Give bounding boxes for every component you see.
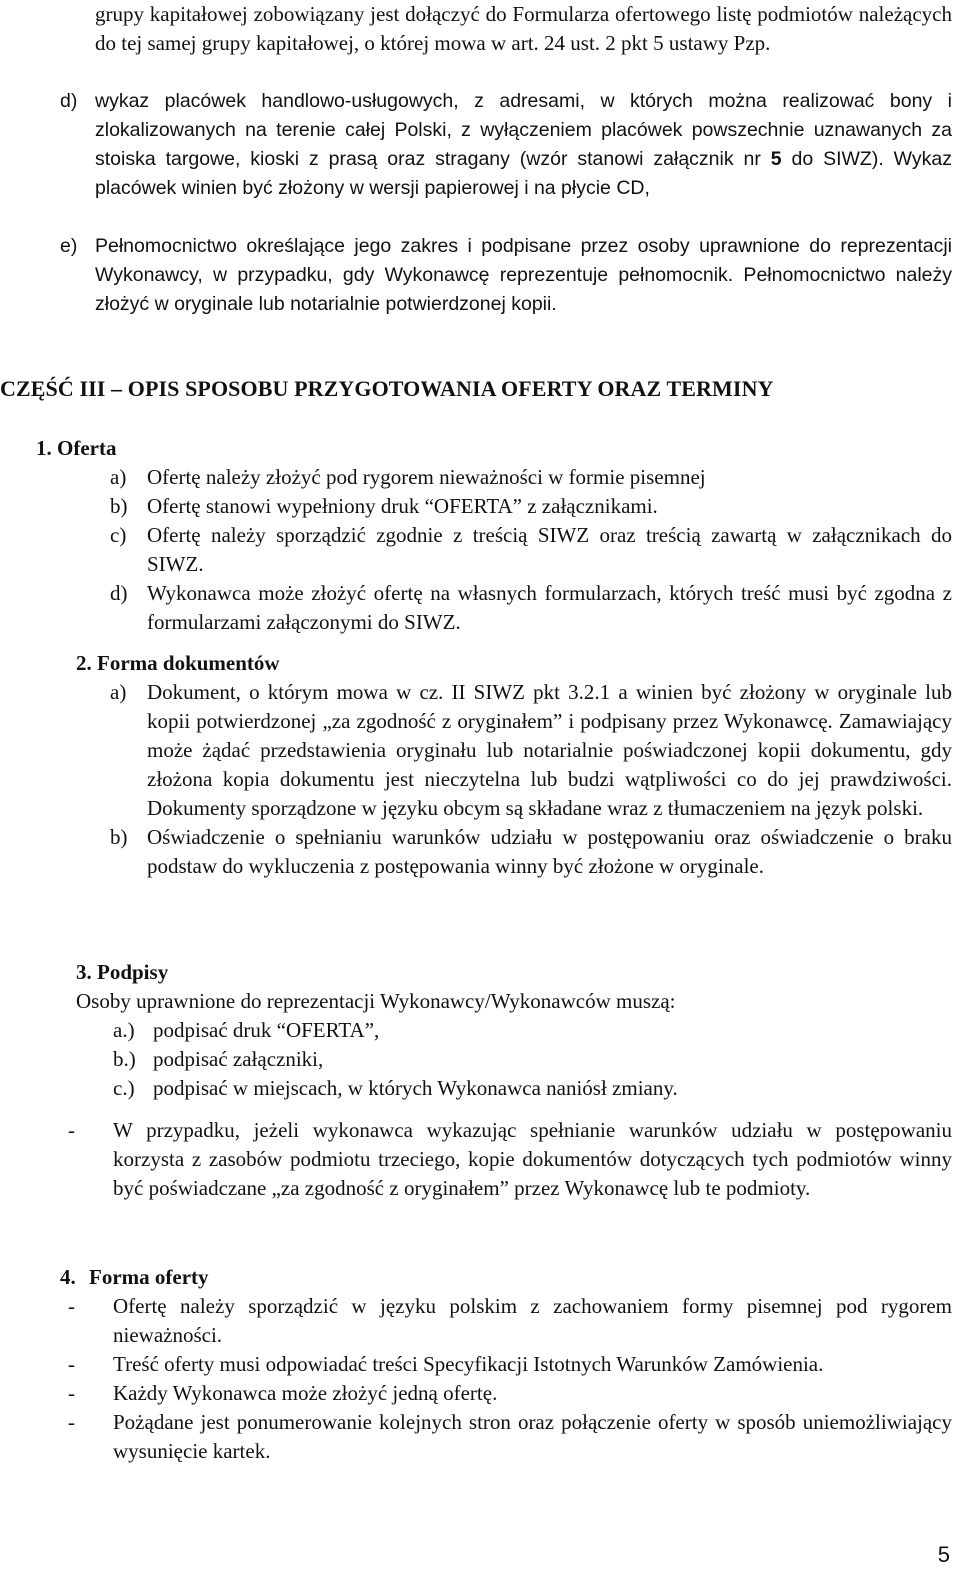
- item-text: Pełnomocnictwo określające jego zakres i podpisane przez osoby uprawnione do reprezentacji Wykonawcy, w przypadku, gdy Wykonawcę reprezentuje pełnomocnik. Pełnomocnictwo należy złożyć w oryginale lub notarialnie potwierdzonej kopii.: [95, 235, 952, 315]
- item-label: a): [110, 680, 127, 704]
- section-1-list: [110, 463, 952, 637]
- section-3-note: [68, 1116, 952, 1203]
- section-1-heading: [36, 434, 116, 463]
- item-label: d): [110, 581, 128, 605]
- list-item: [110, 463, 952, 492]
- item-text: grupy kapitałowej zobowiązany jest dołączyć do Formularza ofertowego listę podmiotów należących do tej samej grupy kapitałowej, o której mowa w art. 24 ust. 2 pkt 5 ustawy Pzp.: [95, 2, 952, 55]
- section-4-heading: [60, 1263, 209, 1292]
- item-label: c): [110, 523, 127, 547]
- item-text: Treść oferty musi odpowiadać treści Specyfikacji Istotnych Warunków Zamówienia.: [113, 1352, 824, 1376]
- item-label: e): [60, 235, 78, 257]
- item-label: c.): [113, 1076, 135, 1100]
- item-label: a): [110, 465, 127, 489]
- dash-bullet: -: [68, 1294, 75, 1318]
- list-item: [68, 1379, 952, 1408]
- section-3-heading: [76, 958, 168, 987]
- item-label: b.): [113, 1047, 136, 1071]
- section-number: 3.: [76, 960, 92, 984]
- section-title: Podpisy: [97, 960, 169, 984]
- section-number: 1.: [36, 436, 52, 460]
- section-3-list: [113, 1016, 953, 1103]
- list-item: [68, 1292, 952, 1350]
- item-text: Ofertę stanowi wypełniony druk “OFERTA” z załącznikami.: [147, 494, 658, 518]
- dash-bullet: -: [68, 1118, 75, 1142]
- item-text: Ofertę należy sporządzić w języku polskim z zachowaniem formy pisemnej pod rygorem nieważności.: [113, 1294, 952, 1347]
- list-item-c-continuation: [95, 0, 952, 58]
- list-item: [113, 1074, 953, 1103]
- item-text: Pożądane jest ponumerowanie kolejnych stron oraz połączenie oferty w sposób uniemożliwiający wysunięcie kartek.: [113, 1410, 952, 1463]
- item-text: Dokument, o którym mowa w cz. II SIWZ pkt 3.2.1 a winien być złożony w oryginale lub kopii potwierdzonej „za zgodność z oryginałem” i podpisany przez Wykonawcę. Zamawiający może żądać przedstawienia oryginału lub notarialnie poświadczonej kopii dokumentu, gdy złożona kopia dokumentu jest nieczytelna lub budzi wątpliwości co do jej prawdziwości. Dokumenty sporządzone w języku obcym są składane wraz z tłumaczeniem na język polski.: [147, 680, 952, 820]
- section-number: 4.: [60, 1265, 76, 1289]
- section-4-list: [68, 1292, 952, 1466]
- list-item: [113, 1016, 953, 1045]
- item-label: d): [60, 90, 78, 112]
- item-label: a.): [113, 1018, 135, 1042]
- list-item-e: [60, 232, 952, 319]
- section-2-heading: [76, 649, 280, 678]
- item-text: Ofertę należy złożyć pod rygorem nieważności w formie pisemnej: [147, 465, 706, 489]
- list-item: [110, 823, 952, 881]
- dash-bullet: -: [68, 1381, 75, 1405]
- item-label: b): [110, 825, 128, 849]
- item-label: b): [110, 494, 128, 518]
- item-text: Oświadczenie o spełnianiu warunków udziału w postępowaniu oraz oświadczenie o braku podstaw do wykluczenia z postępowania winny być złożone w oryginale.: [147, 825, 952, 878]
- attachment-number: 5: [770, 148, 782, 170]
- item-text: podpisać załączniki,: [153, 1047, 324, 1071]
- section-3-intro: Osoby uprawnione do reprezentacji Wykonawcy/Wykonawców muszą:: [76, 989, 676, 1013]
- dash-bullet: -: [68, 1352, 75, 1376]
- list-item-d: [60, 87, 952, 203]
- section-title: Oferta: [57, 436, 117, 460]
- list-item: [110, 579, 952, 637]
- list-item: [110, 521, 952, 579]
- section-number: 2.: [76, 651, 92, 675]
- item-text: Ofertę należy sporządzić zgodnie z treścią SIWZ oraz treścią zawartą w załącznikach do SIWZ.: [147, 523, 952, 576]
- item-text: Wykonawca może złożyć ofertę na własnych formularzach, których treść musi być zgodna z formularzami załączonymi do SIWZ.: [147, 581, 952, 634]
- list-item: [110, 492, 952, 521]
- list-item: [110, 678, 952, 823]
- dash-bullet: -: [68, 1410, 75, 1434]
- item-text: Każdy Wykonawca może złożyć jedną ofertę.: [113, 1381, 498, 1405]
- section-2-list: [110, 678, 952, 881]
- page-number: 5: [937, 1542, 950, 1567]
- item-text: podpisać w miejscach, w których Wykonawca naniósł zmiany.: [153, 1076, 678, 1100]
- part-heading: CZĘŚĆ III – OPIS SPOSOBU PRZYGOTOWANIA OFERTY ORAZ TERMINY: [0, 376, 774, 401]
- item-text: podpisać druk “OFERTA”,: [153, 1018, 380, 1042]
- item-text: wykaz placówek handlowo-usługowych, z adresami, w których można realizować bony i zlokalizowanych na terenie całej Polski, z wyłączeniem placówek powszechnie uznawanych za stoiska targowe, kioski z prasą oraz stragany (wzór stanowi załącznik nr 5 do SIWZ). Wykaz placówek winien być złożony w wersji papierowej i na płycie CD,: [95, 90, 952, 199]
- section-title: Forma dokumentów: [97, 651, 280, 675]
- list-item: [113, 1045, 953, 1074]
- list-item: [68, 1350, 952, 1379]
- note-text: W przypadku, jeżeli wykonawca wykazując spełnianie warunków udziału w postępowaniu korzysta z zasobów podmiotu trzeciego, kopie dokumentów dotyczących tych podmiotów winny być poświadczane „za zgodność z oryginałem” przez Wykonawcę lub te podmioty.: [113, 1118, 952, 1200]
- section-title: Forma oferty: [89, 1265, 209, 1289]
- list-item: [68, 1408, 952, 1466]
